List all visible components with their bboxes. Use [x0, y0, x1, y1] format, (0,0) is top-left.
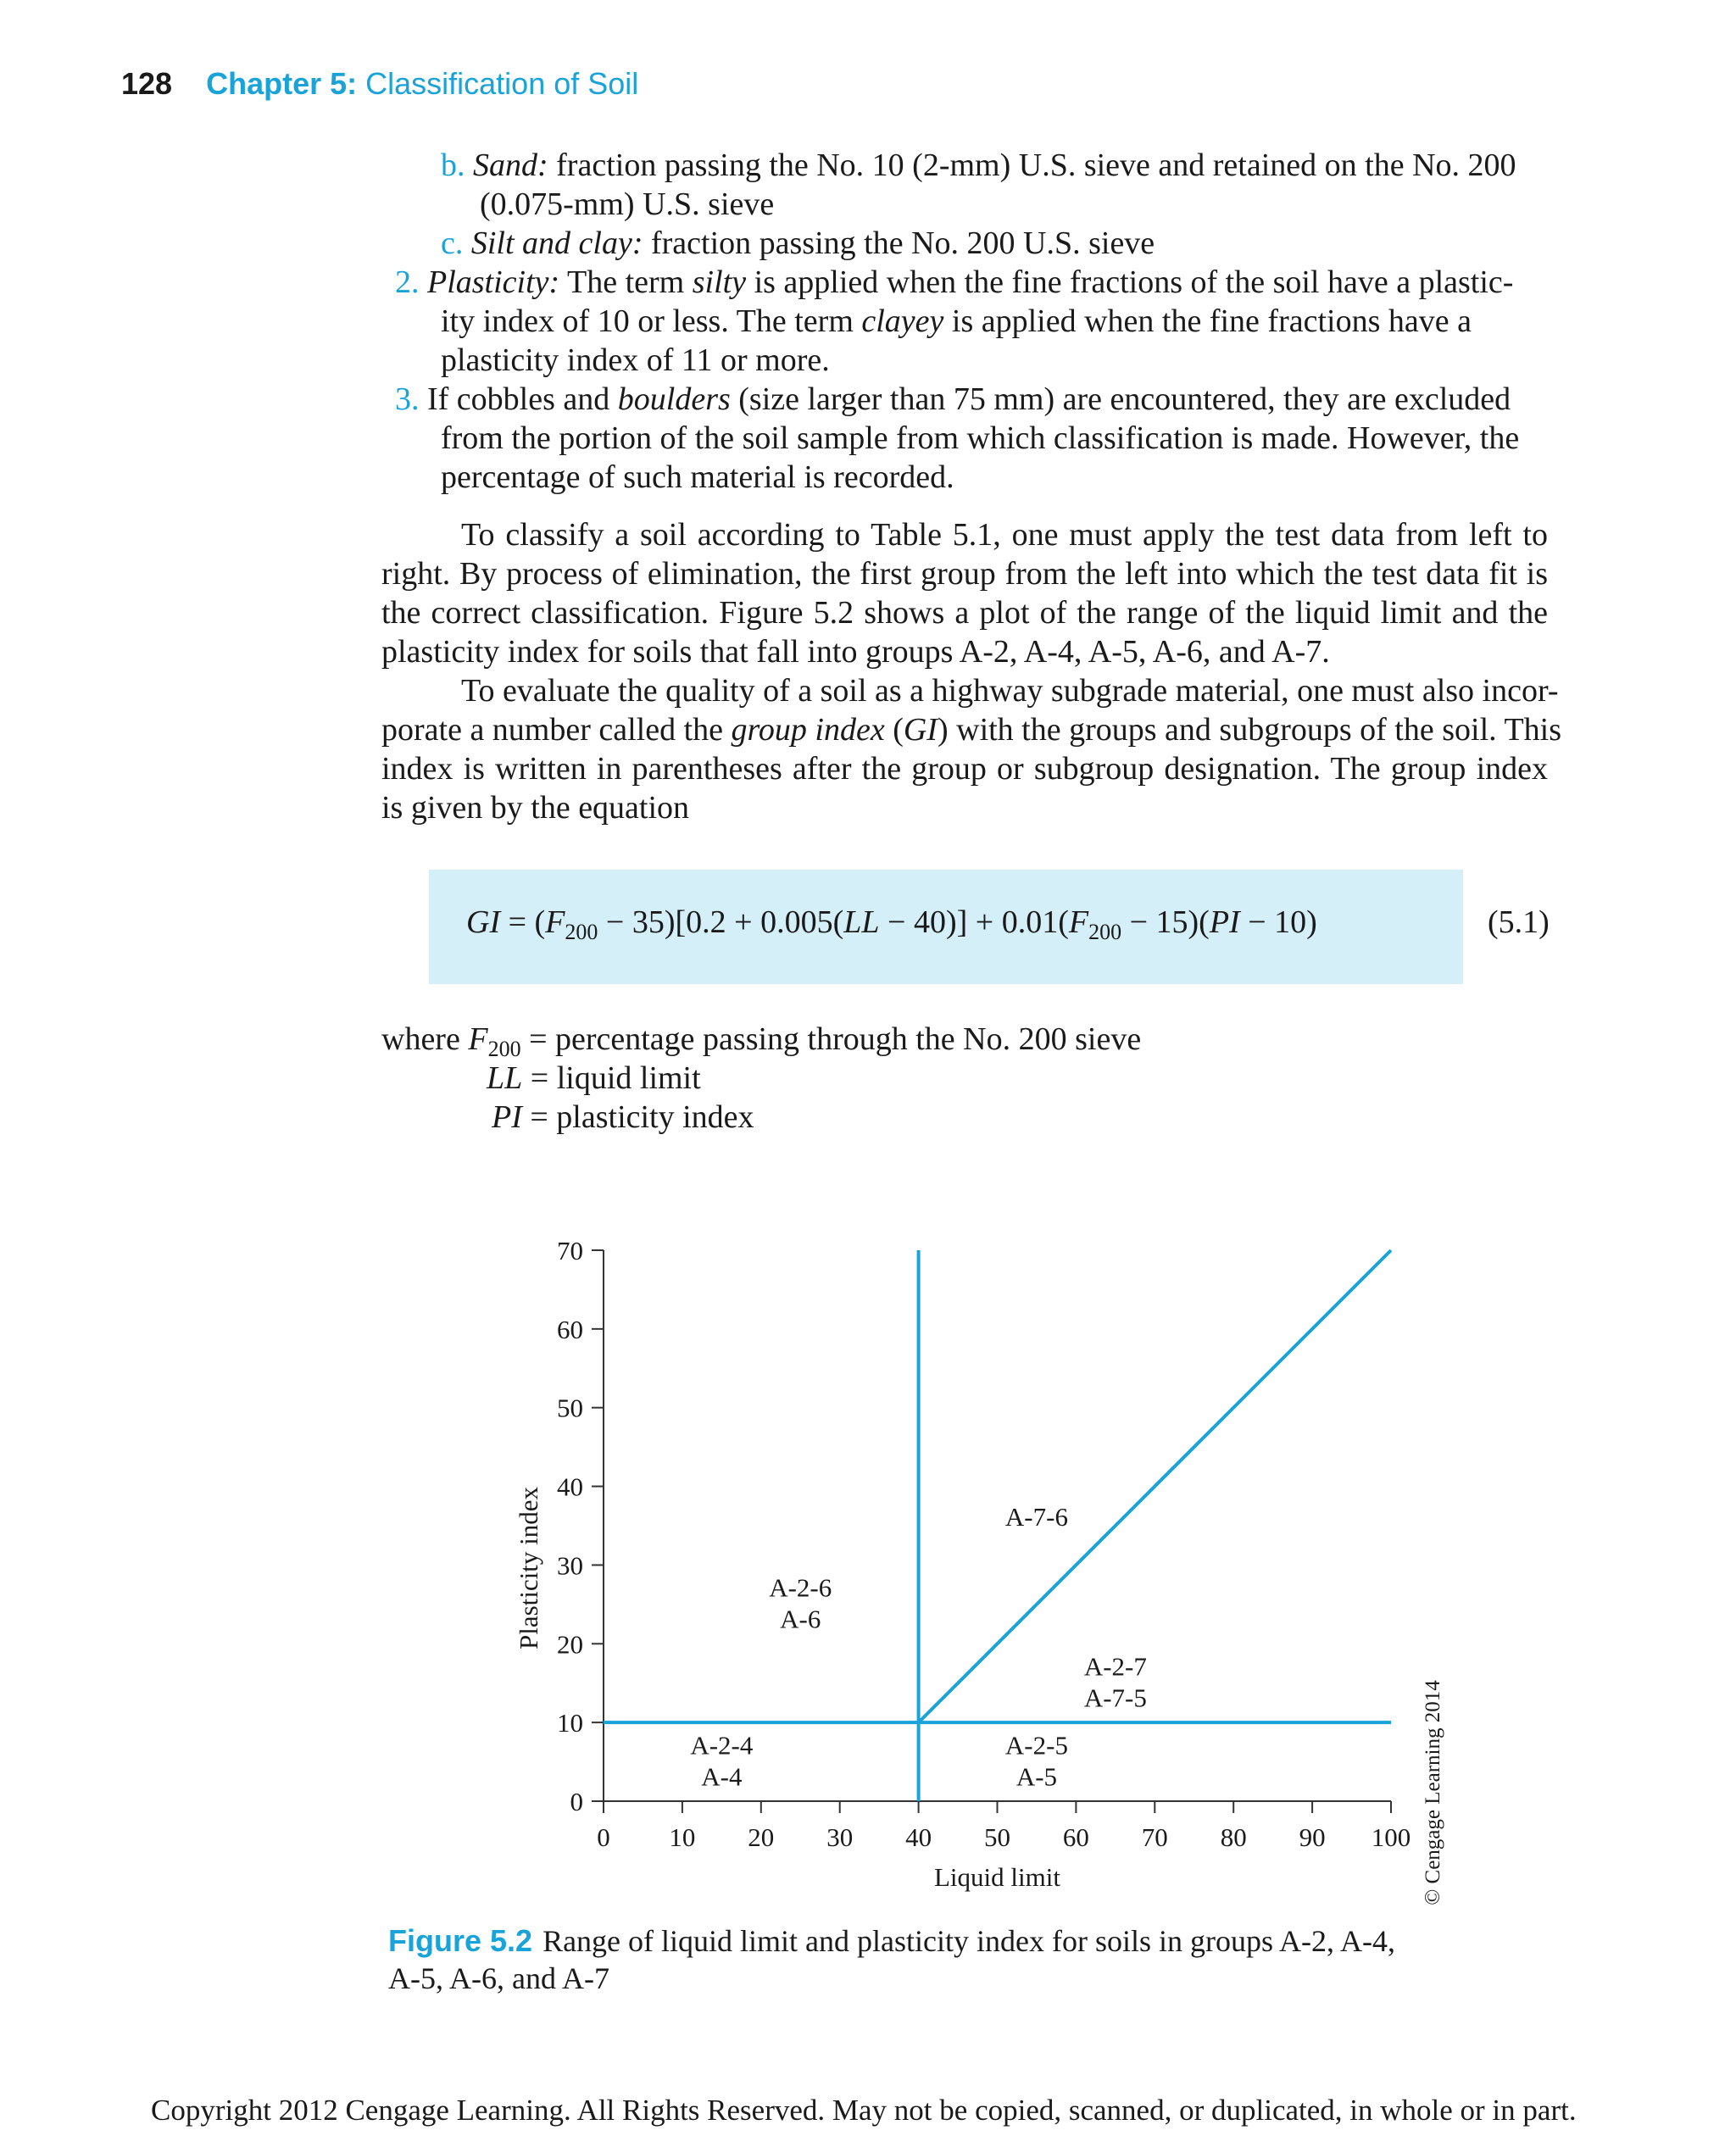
region-label-1: A-2-4 A-4 — [690, 1730, 754, 1792]
list-item-3: 3. If cobbles and boulders (size larger than 75 mm) are encountered, they are excluded — [395, 381, 1511, 417]
chapter-title: Classification of Soil — [365, 66, 639, 101]
region-label-3: A-7-6 — [1004, 1502, 1068, 1532]
list-item-b-cont: (0.075-mm) U.S. sieve — [480, 186, 775, 222]
x-tick-label: 90 — [1299, 1822, 1326, 1852]
figure-caption-text: Range of liquid limit and plasticity index for soils in groups A-2, A-4, A-5, A-6, and A-7 — [388, 1924, 1395, 1995]
y-tick-label: 0 — [570, 1787, 583, 1816]
list-item-c: c. Silt and clay: fraction passing the No. 200 U.S. sieve — [441, 225, 1155, 261]
region-label-4: A-2-7 A-7-5 — [1083, 1651, 1147, 1713]
equation-5-1: GI = $(F_{200} - 35)[0.2 + 0.005(LL - 40)] + 0.01(F_{200} - 15)(PI - 10)$ — [466, 904, 1317, 944]
list-item-3-line2: from the portion of the soil sample from which classification is made. However, the — [441, 420, 1520, 456]
figure-label: Figure 5.2 — [388, 1923, 533, 1958]
list-item-b: b. Sand: fraction passing the No. 10 (2-mm) U.S. sieve and retained on the No. 200 — [441, 147, 1516, 183]
region-label-2: A-2-6 A-6 — [769, 1572, 832, 1634]
x-tick-label: 0 — [597, 1822, 610, 1852]
list-item-2-line3: plasticity index of 11 or more. — [441, 342, 830, 378]
x-tick-label: 60 — [1062, 1822, 1089, 1852]
x-tick-label: 50 — [984, 1822, 1010, 1852]
x-tick-label: 100 — [1371, 1822, 1411, 1852]
boundary-line-3 — [919, 1250, 1391, 1722]
x-tick-label: 40 — [905, 1822, 932, 1852]
y-tick-label: 40 — [557, 1471, 583, 1502]
y-tick-label: 20 — [557, 1629, 583, 1660]
list-item-3-line3: percentage of such material is recorded. — [441, 459, 954, 495]
x-tick-label: 80 — [1220, 1822, 1247, 1852]
chapter-label: Chapter 5: — [206, 66, 358, 101]
y-tick-label: 50 — [557, 1393, 583, 1423]
y-tick-label: 30 — [557, 1550, 583, 1581]
y-tick-label: 70 — [557, 1236, 583, 1265]
copyright-footer: Copyright 2012 Cengage Learning. All Rights Reserved. May not be copied, scanned, or duplicated, in whole or in part. — [151, 2094, 1577, 2127]
y-tick-label: 60 — [557, 1314, 583, 1344]
x-tick-label: 20 — [748, 1822, 775, 1852]
region-label-5: A-2-5 A-5 — [1004, 1730, 1068, 1792]
x-tick-label: 10 — [669, 1822, 696, 1852]
copyright-credit: © Cengage Learning 2014 — [1422, 1680, 1444, 1905]
x-tick-label: 30 — [826, 1822, 854, 1852]
x-axis-label: Liquid limit — [934, 1862, 1060, 1892]
list-item-2-line2: ity index of 10 or less. The term clayey is applied when the fine fractions have a — [441, 303, 1472, 339]
y-axis-label: Plasticity index — [514, 1486, 543, 1650]
page-number: 128 — [121, 66, 173, 101]
equation-number: (5.1) — [1488, 904, 1550, 940]
where-ll: LL = liquid limit — [487, 1060, 701, 1096]
where-f200: where $F_{200}$ = percentage passing through the No. 200 sieve — [381, 1021, 1142, 1061]
list-item-2: 2. Plasticity: The term silty is applied when the fine fractions of the soil have a plastic- — [395, 264, 1514, 300]
x-tick-label: 70 — [1141, 1822, 1168, 1852]
where-pi: PI = plasticity index — [492, 1099, 754, 1135]
y-tick-label: 10 — [557, 1708, 583, 1738]
figure-caption — [388, 1922, 1422, 1997]
